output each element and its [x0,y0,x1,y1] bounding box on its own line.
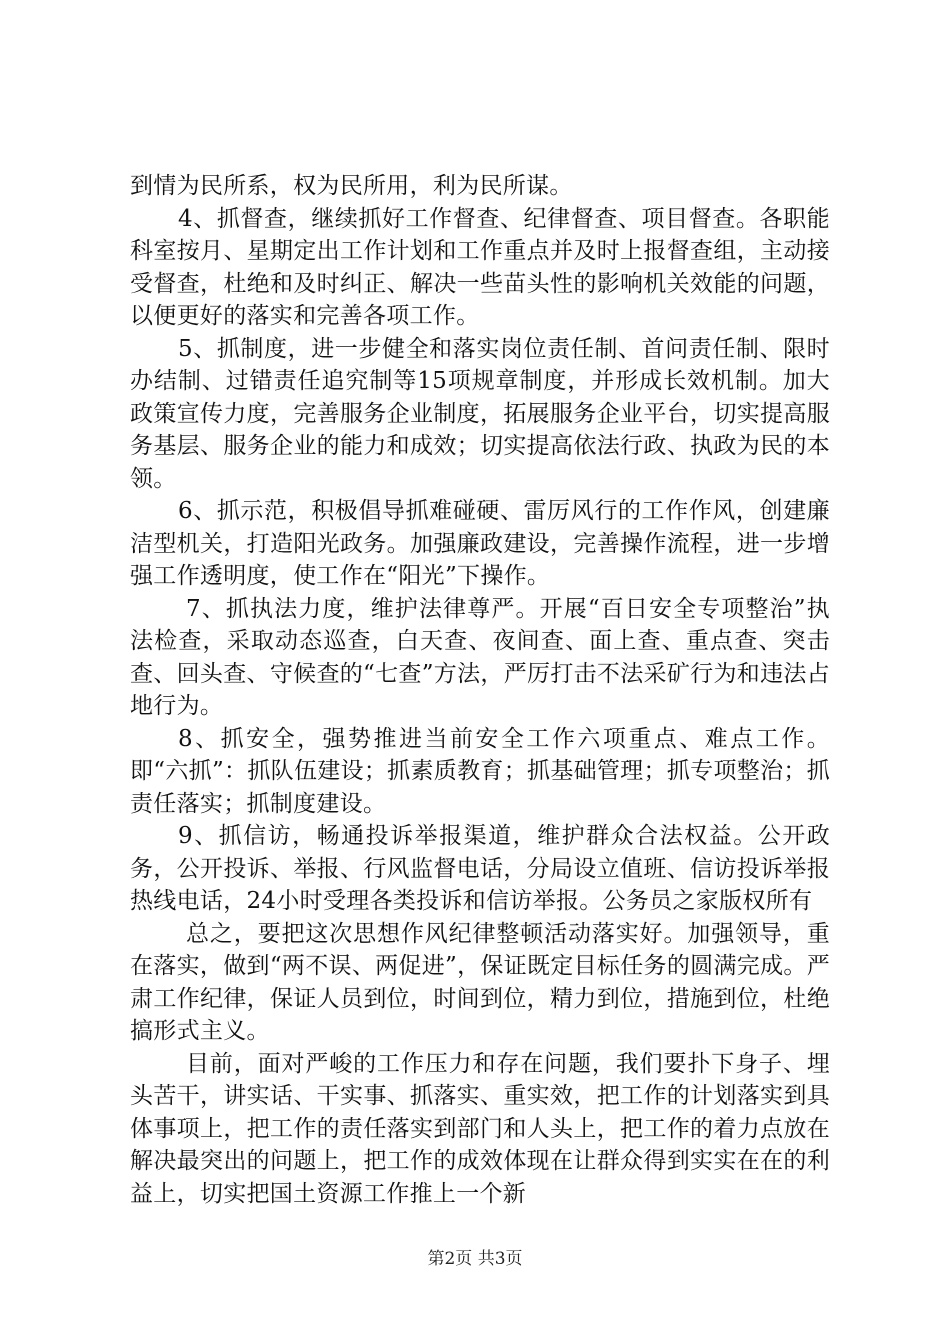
paragraph-continuation: 到情为民所系，权为民所用，利为民所谋。 [130,173,573,199]
paragraph-summary: 总之，要把这次思想作风纪律整顿活动落实好。加强领导，重在落实，做到“两不误、两促进”，保证既定目标任务的圆满完成。严肃工作纪律，保证人员到位，时间到位，精力到位，措施到位，杜绝搞形式主义。 [130,920,830,1044]
paragraph-item-9: 9、抓信访，畅通投诉举报渠道，维护群众合法权益。公开政务，公开投诉、举报、行风监督电话，分局设立值班、信访投诉举报热线电话，24小时受理各类投诉和信访举报。公务员之家版权所有 [130,823,830,914]
paragraph-item-6: 6、抓示范，积极倡导抓难碰硬、雷厉风行的工作作风，创建廉洁型机关，打造阳光政务。加强廉政建设，完善操作流程，进一步增强工作透明度，使工作在“阳光”下操作。 [130,498,830,589]
paragraph-item-8: 8、抓安全，强势推进当前安全工作六项重点、难点工作。即“六抓”：抓队伍建设；抓素质教育；抓基础管理；抓专项整治；抓责任落实；抓制度建设。 [130,725,830,817]
page-number-footer: 第2页 共3页 [427,1249,523,1269]
paragraph-item-5: 5、抓制度，进一步健全和落实岗位责任制、首问责任制、限时办结制、过错责任追究制等15项规章制度，并形成长效机制。加大政策宣传力度，完善服务企业制度，拓展服务企业平台，切实提高服务基层、服务企业的能力和成效；切实提高依法行政、执政为民的本领。 [130,335,830,492]
document-body [130,170,830,1210]
paragraph-conclusion: 目前，面对严峻的工作压力和存在问题，我们要扑下身子、埋头苦干，讲实话、干实事、抓落实、重实效，把工作的计划落实到具体事项上，把工作的责任落实到部门和人头上，把工作的着力点放在解决最突出的问题上，把工作的成效体现在让群众得到实实在在的利益上，切实把国土资源工作推上一个新 [130,1050,830,1207]
paragraph-item-7: 7、抓执法力度，维护法律尊严。开展“百日安全专项整治”执法检查，采取动态巡查，白天查、夜间查、面上查、重点查、突击查、回头查、守候查的“七查”方法，严厉打击不法采矿行为和违法占地行为。 [130,595,830,719]
paragraph-item-4: 4、抓督查，继续抓好工作督查、纪律督查、项目督查。各职能科室按月、星期定出工作计划和工作重点并及时上报督查组，主动接受督查，杜绝和及时纠正、解决一些苗头性的影响机关效能的问题，以便更好的落实和完善各项工作。 [130,205,830,329]
